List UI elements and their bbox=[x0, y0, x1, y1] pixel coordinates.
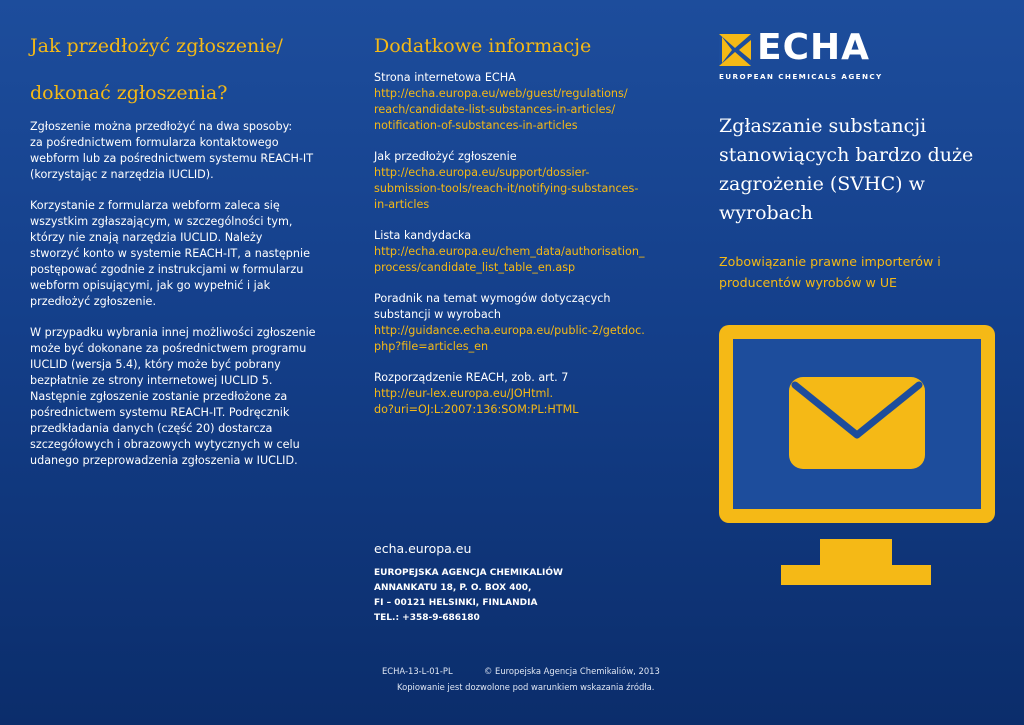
paragraph-iuclid: W przypadku wybrania innej możliwości zgłoszenie może być dokonane za pośrednictwem programu IUCLID (wersja 5.4), który może być pobrany bezpłatnie ze strony internetowej IUCLID 5. Następnie zgłoszenie zostanie przedłożone za pośrednictwem systemu REACH-IT. Podręcznik przedkładania danych (część 20) dostarcza szczegółowych i obrazowych wytycznych w celu udanego przeprowadzenia zgłoszenia w IUCLID. bbox=[30, 326, 316, 467]
address-phone: TEL.: +358-9-686180 bbox=[374, 613, 480, 623]
reference-link[interactable]: http://echa.europa.eu/chem_data/authorisation_ process/candidate_list_table_en.asp bbox=[374, 245, 645, 274]
postal-address bbox=[374, 566, 563, 626]
logo-tagline: EUROPEAN CHEMICALS AGENCY bbox=[719, 72, 883, 81]
reference-item bbox=[374, 149, 664, 213]
echa-logo bbox=[719, 27, 899, 82]
paragraph-submission-methods: Zgłoszenie można przedłożyć na dwa sposoby: za pośrednictwem formularza kontaktowego webform lub za pośrednictwem systemu REACH-IT (korzystając z narzędzia IUCLID). bbox=[30, 120, 314, 181]
reference-link[interactable]: http://guidance.echa.europa.eu/public-2/getdoc. php?file=articles_en bbox=[374, 324, 645, 353]
reference-label: Strona internetowa ECHA bbox=[374, 71, 516, 84]
reference-label: Rozporządzenie REACH, zob. art. 7 bbox=[374, 371, 569, 384]
monitor-envelope-icon bbox=[719, 325, 999, 587]
leaflet-subtitle: Zobowiązanie prawne importerów i producentów wyrobów w UE bbox=[719, 254, 941, 290]
reference-item bbox=[374, 291, 664, 355]
reference-item bbox=[374, 228, 664, 276]
document-code: ECHA-13-L-01-PL bbox=[382, 666, 453, 676]
section-heading-line2: dokonać zgłoszenia? bbox=[30, 82, 228, 104]
copy-permission-note: Kopiowanie jest dozwolone pod warunkiem wskazania źródła. bbox=[397, 682, 655, 692]
reference-label: Poradnik na temat wymogów dotyczących substancji w wyrobach bbox=[374, 292, 611, 321]
section-heading-line1: Jak przedłożyć zgłoszenie/ bbox=[30, 35, 283, 57]
website-link[interactable]: echa.europa.eu bbox=[374, 541, 472, 556]
reference-link[interactable]: http://eur-lex.europa.eu/JOHtml. do?uri=OJ:L:2007:136:SOM:PL:HTML bbox=[374, 387, 579, 416]
address-line: ANNANKATU 18, P. O. BOX 400, bbox=[374, 583, 532, 593]
reference-item bbox=[374, 70, 664, 134]
additional-info-heading: Dodatkowe informacje bbox=[374, 35, 592, 57]
echa-logo-mark-icon bbox=[719, 34, 751, 66]
reference-link[interactable]: http://echa.europa.eu/support/dossier- submission-tools/reach-it/notifying-substances- in-articles bbox=[374, 166, 639, 211]
left-body bbox=[30, 119, 320, 484]
copyright-notice: © Europejska Agencja Chemikaliów, 2013 bbox=[484, 666, 660, 676]
address-line: FI – 00121 HELSINKI, FINLANDIA bbox=[374, 598, 538, 608]
reference-list bbox=[374, 70, 664, 433]
address-line: EUROPEJSKA AGENCJA CHEMIKALIÓW bbox=[374, 568, 563, 578]
reference-link[interactable]: http://echa.europa.eu/web/guest/regulations/ reach/candidate-list-substances-in-articles/ notification-of-substances-in-articles bbox=[374, 87, 628, 132]
leaflet-title: Zgłaszanie substancji stanowiących bardzo duże zagrożenie (SVHC) w wyrobach bbox=[719, 115, 974, 224]
reference-label: Lista kandydacka bbox=[374, 229, 472, 242]
reference-label: Jak przedłożyć zgłoszenie bbox=[374, 150, 517, 163]
reference-item bbox=[374, 370, 664, 418]
paragraph-webform: Korzystanie z formularza webform zaleca się wszystkim zgłaszającym, w szczególności tym, którzy nie znają narzędzia IUCLID. Należy stworzyć konto w systemie REACH-IT, a następnie postępować zgodnie z instrukcjami w formularzu webform opisującymi, jak go wypełnić i jak przedłożyć zgłoszenie. bbox=[30, 199, 310, 308]
logo-wordmark: ECHA bbox=[757, 27, 871, 68]
